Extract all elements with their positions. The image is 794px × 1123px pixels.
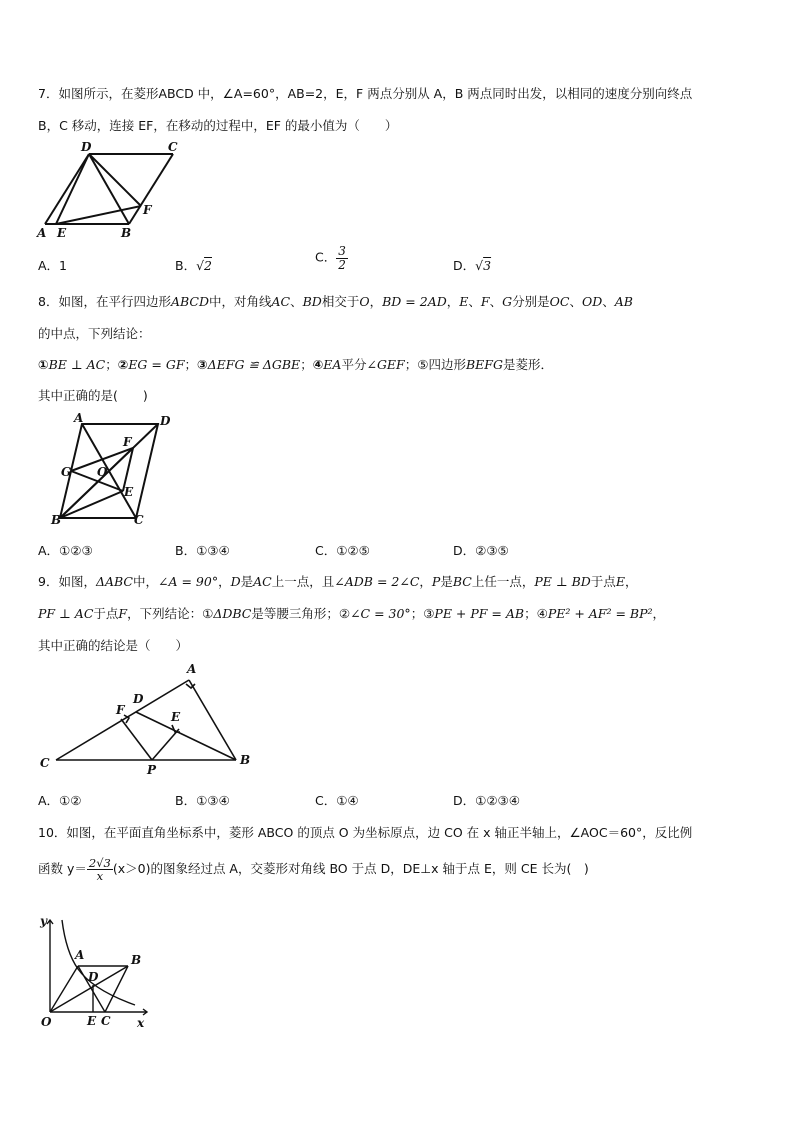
q8-c1-sep: ； [105, 357, 118, 372]
q10-prefix: 函数 y＝ [38, 861, 87, 877]
q8-c4-a: EA [323, 357, 342, 372]
q7-option-c [315, 245, 348, 271]
q9-u12: ， [652, 606, 666, 621]
q9-option-a: A．①② [38, 793, 82, 808]
q9-label-A: A [187, 662, 197, 676]
q8-stem-line2: 的中点，下列结论： [38, 326, 151, 341]
q8-label-C: C [134, 513, 144, 527]
q10-suffix: (x＞0)的图象经过点 A，交菱形对角线 BO 于点 D，DE⊥x 轴于点 E，则 CE 长为( ) [112, 861, 589, 877]
q8-label-A: A [74, 411, 84, 425]
q9-u9: PE + PF = AB [434, 606, 525, 621]
q9-t5: ， [218, 574, 231, 589]
q8-c1: BE ⊥ AC [48, 357, 106, 372]
q8-option-a: A．①②③ [38, 543, 93, 558]
q9-t11: ， [419, 574, 432, 589]
q10-frac-den: x [96, 869, 104, 884]
q7-option-c-prefix: C． [315, 249, 337, 265]
q9-t2: ΔABC [95, 574, 133, 589]
q8-c3: ΔEFG ≌ ΔGBE [207, 357, 301, 372]
q8-c5-c: 是菱形． [502, 357, 553, 372]
q8-option-b: B．①③④ [175, 543, 230, 558]
q7-option-c-den: 2 [338, 257, 346, 272]
q7-option-a: A．1 [38, 258, 68, 273]
q8-t5: 、 [290, 294, 303, 309]
q8-label-G: G [61, 465, 72, 479]
q9-label-P: P [147, 763, 157, 777]
q8-c4-num: ④ [312, 357, 324, 372]
q8-c1-num: ① [38, 357, 49, 372]
q9-t17: 于点 [590, 574, 616, 589]
q8-figure [48, 412, 178, 527]
q8-option-d: D．②③⑤ [453, 543, 509, 558]
q9-t16: PE ⊥ BD [534, 574, 591, 589]
q9-figure [35, 660, 260, 778]
q9-t15: 上任一点， [471, 574, 535, 589]
q9-label-F: F [116, 703, 125, 717]
q9-t19: ， [624, 574, 638, 589]
q8-t2: ABCD [170, 294, 209, 309]
q10-label-y: y [40, 914, 47, 928]
q8-t17: 分别是 [512, 294, 550, 309]
q8-t13: 、 [468, 294, 481, 309]
q9-t13: 是 [440, 574, 453, 589]
q8-t9: ， [369, 294, 383, 309]
q8-t6: BD [302, 294, 322, 309]
q8-c2-sep: ； [184, 357, 198, 372]
q9-t8: AC [253, 574, 272, 589]
q8-t16: G [502, 294, 513, 309]
q8-stem-line1 [38, 292, 633, 310]
q8-c4-b: 平分 [341, 357, 367, 372]
q8-label-O: O [97, 465, 108, 479]
q8-c2: EG = GF [128, 357, 185, 372]
q9-u6: 是等腰三角形；② [251, 606, 351, 621]
q8-t1: 8．如图，在平行四边形 [38, 294, 171, 309]
q8-t22: AB [614, 294, 633, 309]
q7-stem-line1: 7．如图所示，在菱形ABCD 中，∠A=60°，AB=2，E，F 两点分别从 A，B 两点同时出发，以相同的速度分别向终点 [38, 86, 693, 101]
q8-stem-line4: 其中正确的是( ) [38, 388, 148, 403]
q9-t3: 中， [133, 574, 159, 589]
q9-u7: ∠C = 30° [350, 606, 411, 621]
q7-option-c-fraction [336, 245, 348, 271]
q7-label-A: A [37, 226, 47, 240]
q7-option-b-radicand: 2 [204, 258, 212, 273]
q10-figure [35, 912, 155, 1034]
q9-stem-line1 [38, 572, 637, 590]
q8-t19: 、 [569, 294, 582, 309]
q7-label-B: B [121, 226, 132, 240]
q10-label-x: x [137, 1016, 145, 1030]
q7-option-b-prefix: B． [175, 258, 197, 273]
q8-label-E: E [124, 485, 134, 499]
q9-t18: E [615, 574, 625, 589]
q7-figure [35, 138, 195, 238]
q10-stem-line2 [38, 857, 589, 882]
q9-u5: ΔDBC [213, 606, 252, 621]
q8-t18: OC [549, 294, 570, 309]
q9-u4: ，下列结论：① [127, 606, 214, 621]
q8-t10: BD = 2AD [382, 294, 447, 309]
q8-c5-a: 四边形 [428, 357, 466, 372]
q8-t8: O [359, 294, 370, 309]
q9-t4: ∠A = 90° [158, 574, 219, 589]
q8-t12: E [459, 294, 469, 309]
q10-label-A: A [75, 948, 85, 962]
q10-label-B: B [131, 953, 142, 967]
q9-u3: F [118, 606, 128, 621]
q10-fraction [87, 857, 113, 882]
q10-label-E: E [87, 1014, 97, 1028]
q9-u11: PE² + AF² = BP² [547, 606, 653, 621]
q8-c2-num: ② [117, 357, 129, 372]
q7-stem-line2: B，C 移动，连接 EF，在移动的过程中，EF 的最小值为（ ） [38, 118, 398, 133]
q9-label-C: C [40, 756, 50, 770]
q9-label-B: B [240, 753, 251, 767]
q8-conclusions [38, 355, 553, 373]
q9-t12: P [431, 574, 441, 589]
q9-u1: PF ⊥ AC [38, 606, 94, 621]
q9-option-b: B．①③④ [175, 793, 230, 808]
q8-t3: 中，对角线 [209, 294, 272, 309]
q8-label-B: B [51, 513, 62, 527]
q9-stem-line3: 其中正确的结论是（ ） [38, 638, 189, 653]
q7-option-d-prefix: D． [453, 258, 476, 273]
q8-t21: 、 [602, 294, 615, 309]
q8-c3-num: ③ [197, 357, 208, 372]
q8-t7: 相交于 [321, 294, 360, 309]
q8-t15: 、 [489, 294, 503, 309]
q9-t7: 是 [240, 574, 254, 589]
q9-stem-line2 [38, 604, 665, 622]
q8-t4: AC [271, 294, 291, 309]
q8-c4-c: ∠GEF [366, 357, 405, 372]
q8-c5-num: ⑤ [417, 357, 429, 372]
q8-t11: ， [446, 294, 460, 309]
q7-label-D: D [81, 140, 92, 154]
q7-label-F: F [143, 203, 152, 217]
q9-t14: BC [452, 574, 472, 589]
q7-option-c-num: 3 [338, 244, 346, 258]
q8-t14: F [480, 294, 490, 309]
q9-t10: ∠ADB = 2∠C [334, 574, 420, 589]
q8-option-c: C．①②⑤ [315, 543, 370, 558]
q7-option-b-sqrt: √2 [196, 258, 212, 273]
q10-label-D: D [88, 970, 99, 984]
q10-label-O: O [41, 1015, 52, 1029]
q9-label-D: D [133, 692, 144, 706]
q10-stem-line1: 10．如图，在平面直角坐标系中，菱形 ABCO 的顶点 O 为坐标原点，边 CO 在 x 轴正半轴上，∠AOC＝60°，反比例 [38, 825, 693, 840]
q9-u8: ；③ [410, 606, 435, 621]
q9-t6: D [230, 574, 241, 589]
q8-c4-sep: ； [404, 357, 418, 372]
q9-option-c: C．①④ [315, 793, 359, 808]
q9-u2: 于点 [93, 606, 119, 621]
q8-label-F: F [123, 435, 132, 449]
q10-frac-num: 2√3 [88, 856, 111, 870]
q9-u10: ；④ [524, 606, 548, 621]
q7-option-b [175, 256, 212, 274]
q10-label-C: C [101, 1014, 111, 1028]
q7-label-C: C [168, 140, 178, 154]
q9-label-E: E [171, 710, 181, 724]
q8-c5-b: BEFG [465, 357, 503, 372]
q9-t9: 上一点，且 [271, 574, 335, 589]
q8-c3-sep: ； [300, 357, 313, 372]
q8-label-D: D [160, 414, 171, 428]
q9-option-d: D．①②③④ [453, 793, 520, 808]
q9-t1: 9．如图， [38, 574, 96, 589]
q7-label-E: E [57, 226, 67, 240]
q7-option-d-sqrt: √3 [475, 258, 492, 273]
q7-option-d-radicand: 3 [483, 258, 492, 273]
q7-option-d [453, 256, 491, 274]
q8-t20: OD [581, 294, 603, 309]
